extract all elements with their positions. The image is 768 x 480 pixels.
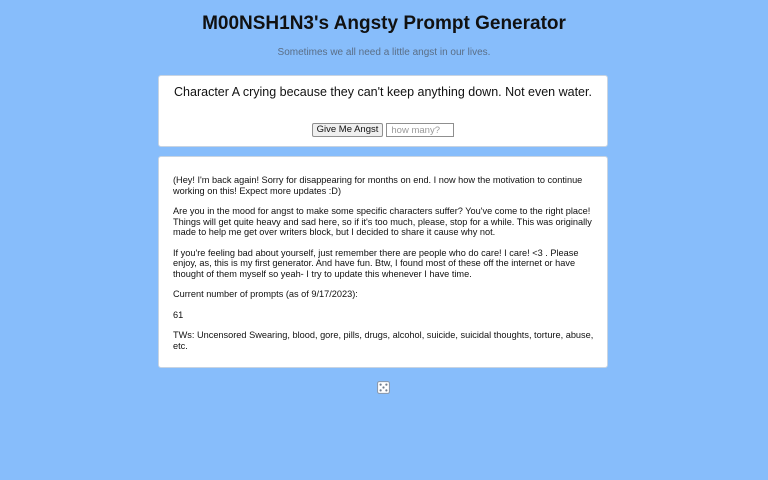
generator-panel	[158, 75, 608, 147]
prompt-count-label: Current number of prompts (as of 9/17/2023):	[173, 289, 358, 299]
count-input[interactable]	[386, 123, 454, 137]
page-title: M00NSH1N3's Angsty Prompt Generator	[202, 13, 566, 34]
give-me-angst-button[interactable]: Give Me Angst	[312, 123, 384, 137]
description-text	[173, 175, 595, 361]
prompt-count-value: 61	[173, 309, 184, 320]
generator-controls	[159, 123, 607, 137]
description-panel	[158, 156, 608, 368]
generated-prompt: Character A crying because they can't keep anything down. Not even water.	[174, 85, 592, 99]
dice-icon[interactable]	[377, 381, 390, 394]
description-paragraph: Are you in the mood for angst to make some specific characters suffer? You've come to the right place! Things will get quite heavy and sad here, so if it's too much, please, stop for a while. This was originally made to help me get over writers block, but I decided to share it cause why not.	[173, 206, 592, 237]
description-paragraph: (Hey! I'm back again! Sorry for disappearing for months on end. I now how the motivation to continue working on this! Expect more updates :D)	[173, 175, 583, 196]
page-subtitle: Sometimes we all need a little angst in our lives.	[277, 47, 491, 58]
trigger-warnings: TWs: Uncensored Swearing, blood, gore, pills, drugs, alcohol, suicide, suicidal thoughts, torture, abuse, etc.	[173, 330, 594, 351]
description-paragraph: If you're feeling bad about yourself, just remember there are people who do care! I care! <3 . Please enjoy, as, this is my first generator. And have fun. Btw, I found most of these off the internet or have thought of them myself so yeah- I try to update this whenever I have time.	[173, 247, 579, 279]
